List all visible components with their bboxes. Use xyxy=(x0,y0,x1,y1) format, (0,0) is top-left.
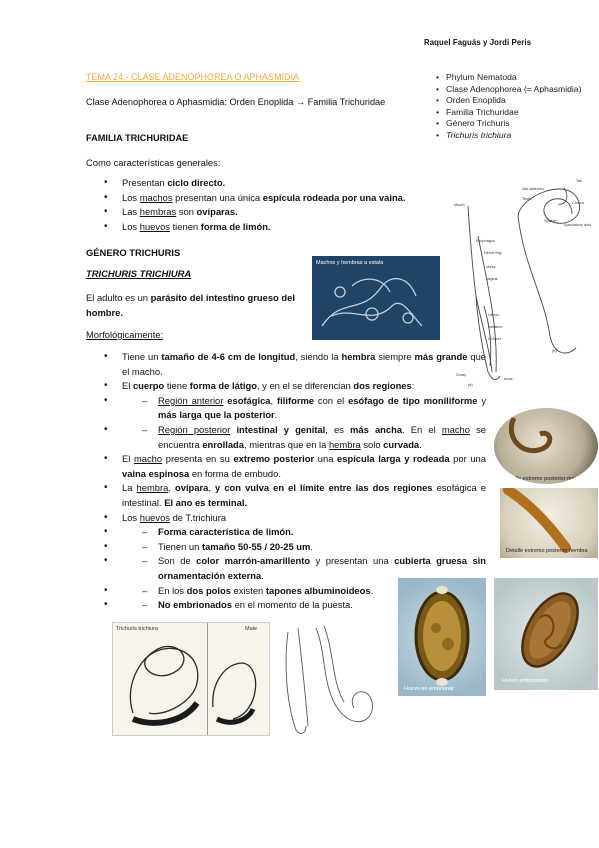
taxonomy-item: • Género Trichuris xyxy=(436,118,510,129)
worm-composite-drawing xyxy=(113,623,269,735)
egg-unembryonated-photo xyxy=(398,578,486,696)
male-end-drawing xyxy=(494,408,598,484)
photo-caption: Machos y hembras a estala xyxy=(316,260,384,266)
author-header: Raquel Faguás y Jordi Peris xyxy=(424,38,532,47)
taxonomy-item: • Familia Trichuridae xyxy=(436,106,519,117)
diagram-label: Mouth xyxy=(454,203,465,207)
class-line: Clase Adenophorea o Aphasmidia: Orden Enoplida → Familia Trichuridae xyxy=(86,97,386,107)
list-item: • La hembra, ovípara, y con vulva en el límite entre las dos regiones esofágica e intestinal. El ano es terminal. xyxy=(86,481,486,510)
egg-embryonated-drawing xyxy=(494,578,598,690)
photo-caption: Huevo en embrionar xyxy=(404,686,454,692)
taxonomy-item: • Orden Enoplida xyxy=(436,95,506,106)
sub-item: • – No embrionados en el momento de la puesta. xyxy=(86,598,486,613)
male-end-photo xyxy=(494,408,598,484)
photo-caption: Trichuris trichiura xyxy=(116,626,158,632)
diagram-label: Uterus xyxy=(488,313,500,317)
list-item: • Los machos presentan una única espícula rodeada por una vaina. xyxy=(86,191,426,206)
sub-item: • – Tienen un tamaño 50-55 / 20-25 um. xyxy=(86,540,486,555)
family-heading: FAMILIA TRICHURIDAE xyxy=(86,133,189,143)
diagram-label: Vulva xyxy=(486,265,496,269)
diagram-label: Tail xyxy=(576,179,582,183)
female-end-photo xyxy=(500,488,598,558)
photo-caption: Detalle extremo posterior macho xyxy=(504,476,584,482)
genus-heading: GÉNERO TRICHURIS xyxy=(86,247,181,258)
sub-item: • – En los dos polos existen tapones albuminoideos. xyxy=(86,584,486,599)
photo-caption: Huevo embrionado xyxy=(502,678,549,684)
adult-paragraph: El adulto es un parásito del intestino grueso del hombre. xyxy=(86,292,295,318)
worm-composite-photo xyxy=(112,622,270,736)
topic-title: TEMA 24.- CLASE ADENOPHOREA O APHASMIDIA xyxy=(86,72,300,82)
diagram-label: Ejaculatory duct xyxy=(564,223,592,227)
worms-photo xyxy=(312,256,440,340)
list-item: • Presentan ciclo directo. xyxy=(86,176,426,191)
anatomy-diagram xyxy=(448,176,592,388)
diagram-label: Spicule xyxy=(544,219,557,223)
diagram-label: (b) xyxy=(552,349,557,353)
species-heading: TRICHURIS TRICHIURA xyxy=(86,268,192,279)
diagram-label: Testis xyxy=(522,197,532,201)
diagram-label: Cloaca xyxy=(572,201,584,205)
taxonomy-item: • Trichuris trichiura xyxy=(436,129,512,140)
diagram-label: Oviduct xyxy=(488,337,501,341)
diagram-label: Esophagus xyxy=(476,239,495,243)
taxonomy-item: • Phylum Nematoda xyxy=(436,72,517,82)
egg-embryonated-photo xyxy=(494,578,598,690)
diagram-label: Vagina xyxy=(486,277,498,281)
list-item: • El cuerpo tiene forma de látigo, y en el se diferencian dos regiones: xyxy=(86,379,486,394)
diagram-label: Anus xyxy=(504,377,513,381)
diagram-label: (a) xyxy=(468,383,473,387)
diagram-label: Nerve ring xyxy=(484,251,502,255)
worm-line-drawing xyxy=(276,622,386,742)
general-intro: Como características generales: xyxy=(86,157,221,168)
diagram-label: Intestine xyxy=(488,325,503,329)
worms-photo-drawing xyxy=(312,256,440,340)
taxonomy-list xyxy=(436,72,596,142)
list-item: • Tiene un tamaño de 4-6 cm de longitud, siendo la hembra siempre más grande que el macho. xyxy=(86,350,486,379)
list-item: • Los huevos tienen forma de limón. xyxy=(86,220,426,235)
sub-item: • – Región anterior esofágica, filiforme con el esófago de tipo moniliforme y más larga que la posterior. xyxy=(86,394,486,423)
diagram-label: Ovary xyxy=(456,373,467,377)
sub-item: • – Forma característica de limón. xyxy=(86,525,486,540)
photo-caption: Male xyxy=(245,626,257,632)
list-item: • El macho presenta en su extremo posterior una espícula larga y rodeada por una vaina espinosa en forma de embudo. xyxy=(86,452,486,481)
list-item: • Las hembras son ovíparas. xyxy=(86,205,426,220)
sub-item: • – Región posterior intestinal y genital, es más ancha. En el macho se encuentra enrollada, mientras que en la hembra solo curvada. xyxy=(86,423,486,452)
taxonomy-item: • Clase Adenophorea (= Aphasmidia) xyxy=(436,83,582,94)
diagram-label: Vas deferens xyxy=(522,187,545,191)
egg-unembryonated-drawing xyxy=(398,578,486,696)
list-item: • Los huevos de T.trichiura xyxy=(86,511,486,526)
sub-item: • – Son de color marrón-amarillento y presentan una cubierta gruesa sin ornamentación externa. xyxy=(86,554,486,583)
general-list xyxy=(86,176,426,234)
morphology-list xyxy=(86,350,486,613)
photo-caption: Detalle extremo posterior hembra xyxy=(506,548,588,554)
morphology-heading: Morfológicamente: xyxy=(86,329,164,340)
